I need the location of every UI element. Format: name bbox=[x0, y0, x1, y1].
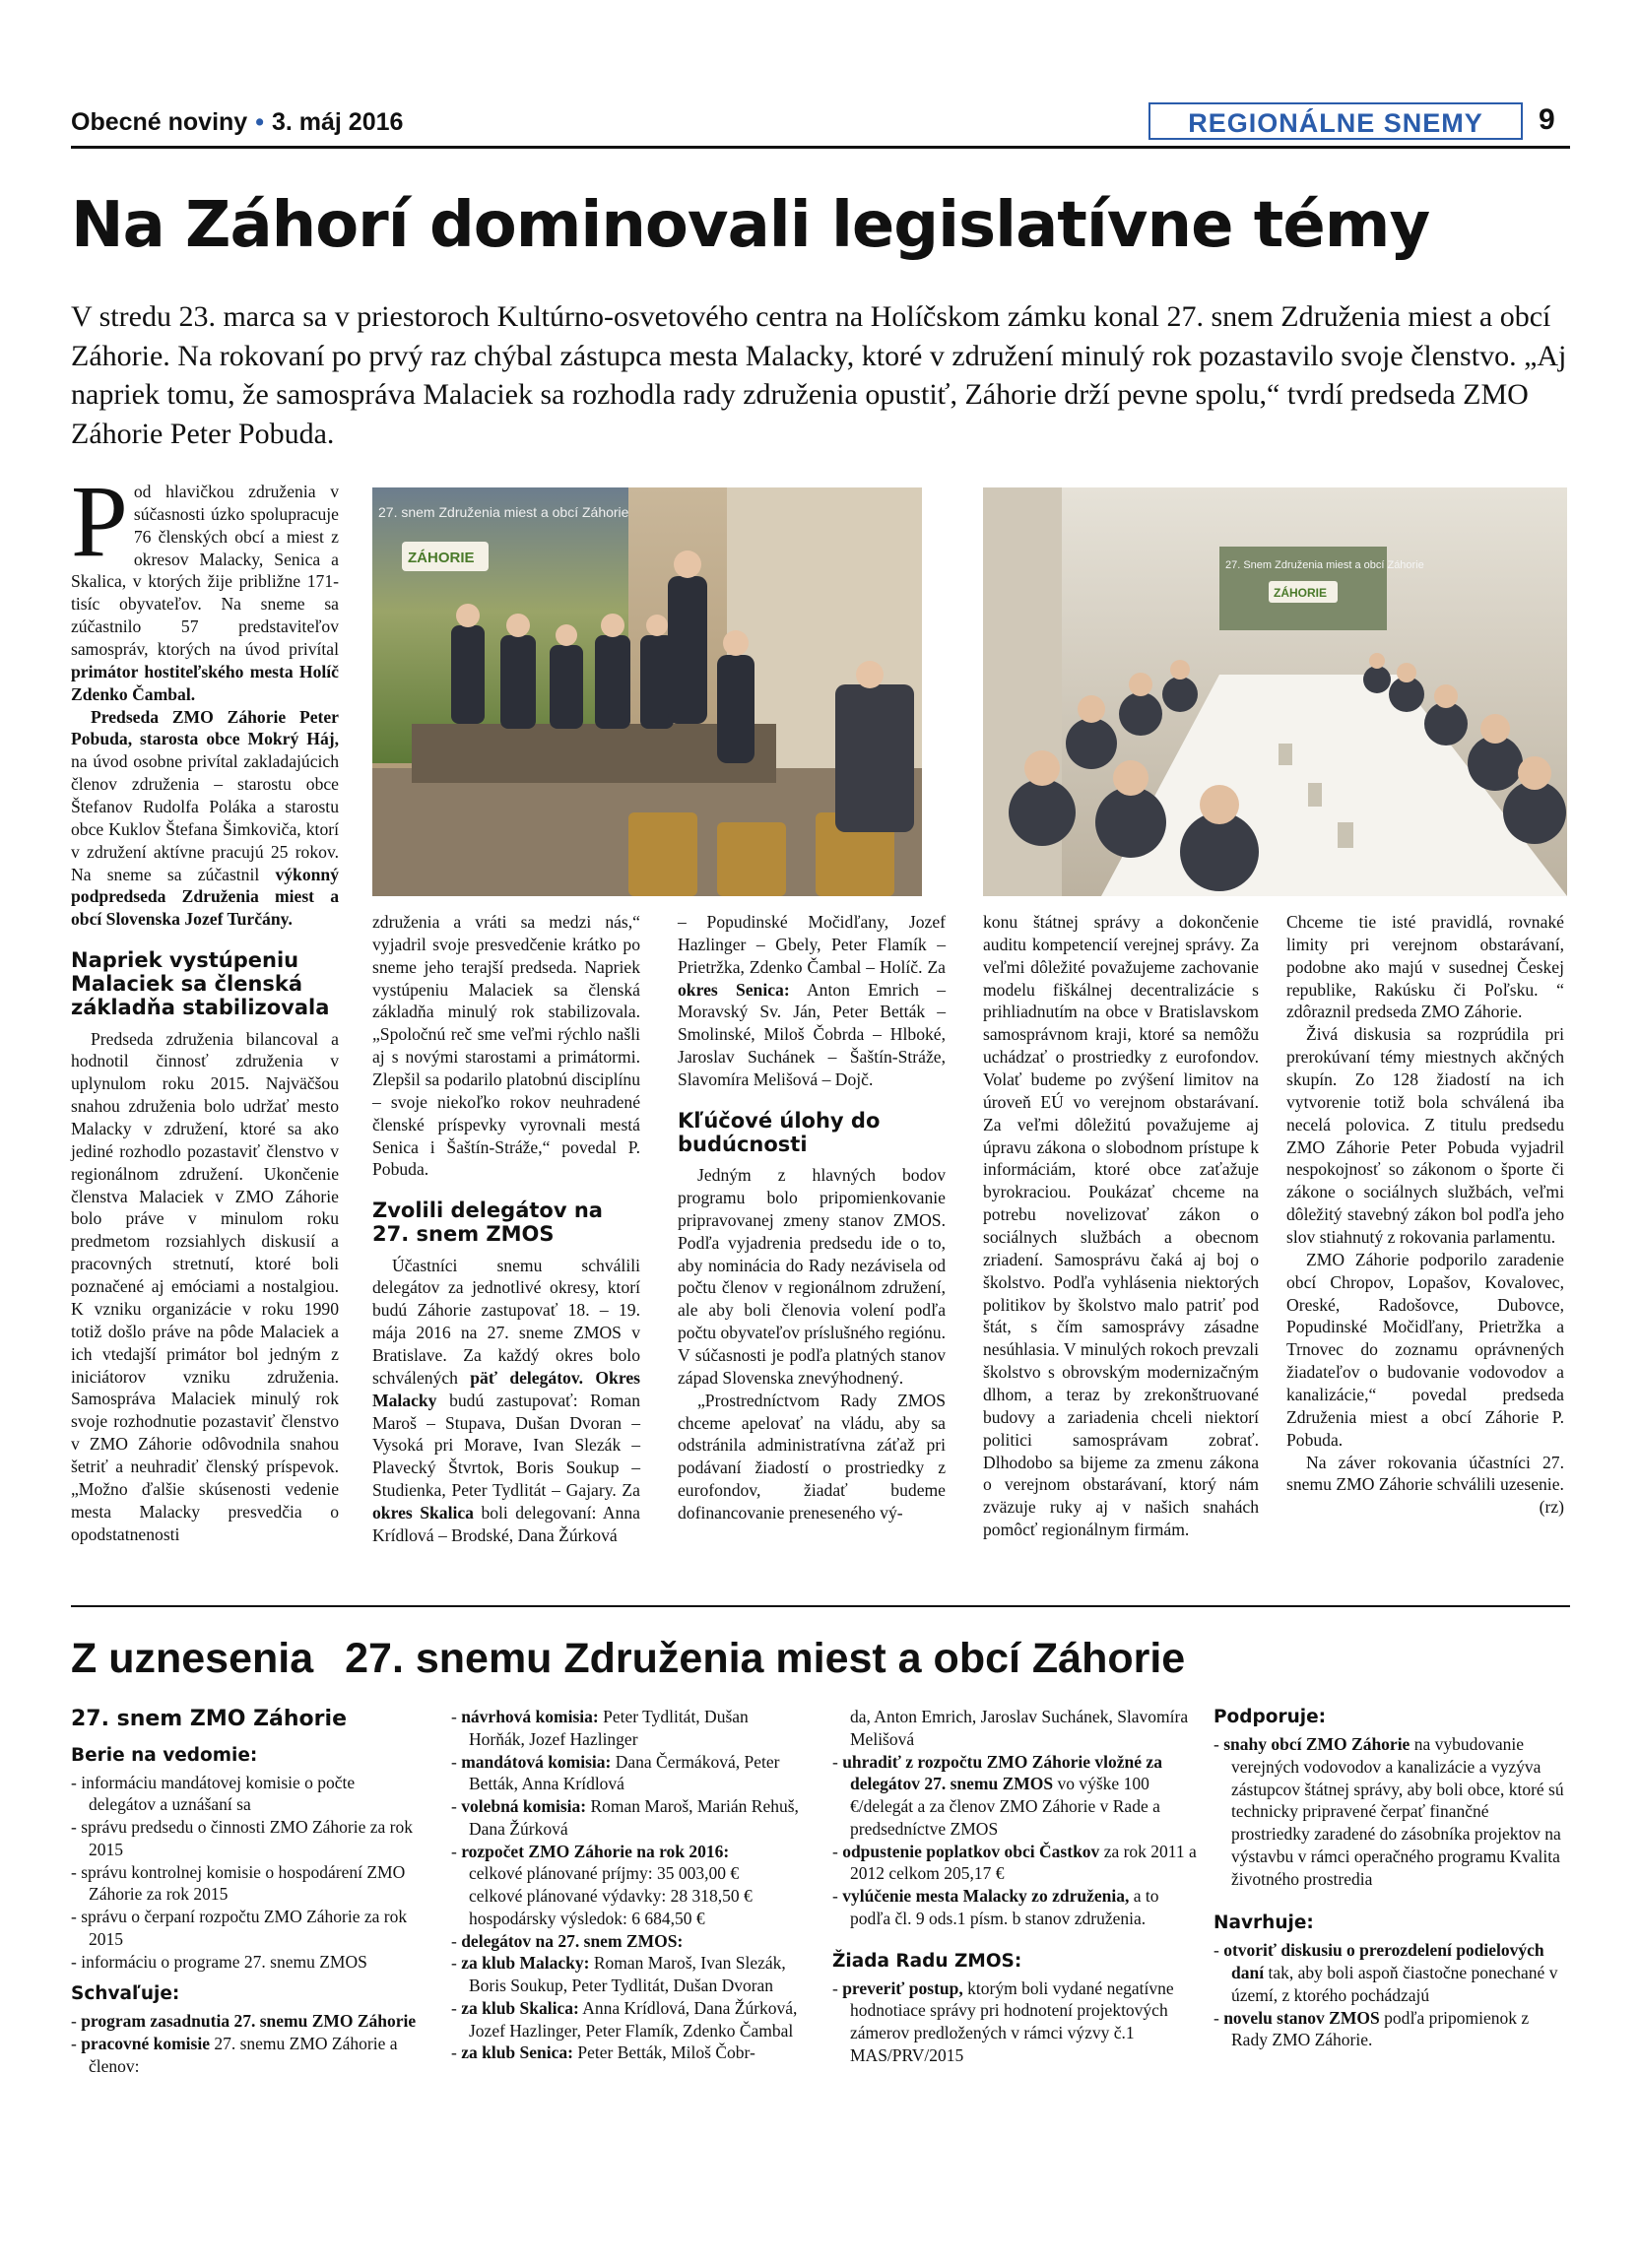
list-item: - za klub Senica: Peter Betták, Miloš Čobr- bbox=[451, 2042, 755, 2063]
article-column-5 bbox=[1286, 911, 1564, 1519]
ziada-list bbox=[832, 1977, 1197, 2067]
budget-line: hospodársky výsledok: 6 684,50 € bbox=[469, 1908, 705, 1928]
article-headline: Na Záhorí dominovali legislatívne témy bbox=[71, 189, 1430, 262]
resolution-column-2 bbox=[451, 1706, 806, 2064]
article-lead: V stredu 23. marca sa v priestoroch Kultúrno-osvetového centra na Holíčskom zámku konal 27. snem Združenia miest a obcí Záhorie. Na rokovaní po prvý raz chýbal zástupca mesta Malacky, ktoré v združení minulý rok pozastavilo svoje členstvo. „Aj napriek tomu, že samospráva Malaciek sa rozhodla rady združenia opustiť, Záhorie drží pevne spolu,“ tvrdí predseda ZMO Záhorie Peter Pobuda. bbox=[71, 300, 1567, 450]
paragraph: „Prostredníctvom Rady ZMOS chceme apelovať na vládu, aby sa odstránila administratívna záťaž pri podávaní žiadostí o prostriedky z eurofondov, žiadať budeme dofinancovanie preneseného vý- bbox=[678, 1390, 946, 1523]
list-item: - volebná komisia: Roman Maroš, Marián Rehuš, Dana Žúrková bbox=[451, 1796, 799, 1839]
article-column-3 bbox=[678, 911, 946, 1524]
resolution-column-1 bbox=[71, 1706, 426, 2078]
resolution-subtitle: 27. snem ZMO Záhorie bbox=[71, 1707, 347, 1731]
drop-cap: P bbox=[71, 465, 128, 578]
banner-logo: ZÁHORIE bbox=[408, 550, 475, 566]
paragraph: Predseda ZMO Záhorie Peter Pobuda, starosta obce Mokrý Háj, na úvod osobne privítal zakladajúcich členov združenia – starostu obce Štefanov Rudolfa Poláka a starostu obce Kuklov Štefana Šimkoviča, ktorí v združení aktívne pracujú 25 rokov. Na sneme sa zúčastnil výkonný podpredseda Združenia miest a obcí Slovenska Jozef Turčány. bbox=[71, 706, 339, 930]
budget-line: celkové plánované príjmy: 35 003,00 € bbox=[469, 1863, 740, 1884]
list-item: - vylúčenie mesta Malacky zo združenia, a to podľa čl. 9 ods.1 písm. b stanov združenia. bbox=[832, 1886, 1159, 1928]
author-signature: (rz) bbox=[1539, 1497, 1564, 1518]
subheading: Napriek vystúpeniu Malaciek sa členská základňa stabilizovala bbox=[71, 948, 330, 1020]
resolution-column-3 bbox=[832, 1706, 1197, 2067]
article-column-1 bbox=[71, 465, 339, 1545]
list-item: - preveriť postup, ktorým boli vydané negatívne hodnotiace správy pri hodnotení projektových zámerov predložených v rámci výzvy č.1 MAS/PRV/2015 bbox=[832, 1977, 1174, 2065]
section-divider bbox=[71, 1605, 1570, 1607]
paragraph: konu štátnej správy a dokončenie auditu kompetencií verejnej správy. Za veľmi dôležité považujeme zachovanie modelu fiškálnej decentralizácie s prihliadnutím na obce v Bratislavskom samosprávnom kraji, ktoré sa nemôžu uchádzať o prostriedky z eurofondov. Volať budeme po zvýšení limitov na úroveň EÚ vo verejnom obstarávaní. Za veľmi dôležitú považujeme aj úpravu zákona o slobodnom prístupe k informáciám, ktoré obce zaťažuje byrokraciou. Poukázať chceme na potrebu novelizovať zákon o sociálnych službách a obecnom zriadení. Samosprávu čaká aj boj o školstvo. Podľa vyhlásenia niektorých politikov by školstvo malo patriť pod štát, s čím samosprávy zásadne nesúhlasia. V minulých rokoch prevzali školstvo s obrovským modernizačným dlhom, a teraz by zrekonštruované budovy a zariadenia chceli niektorí politici samosprávam zobrať. Dlhodobo sa bijeme za zmenu zákona o verejnom obstarávaní, ktorý nám zväzuje ruky aj v našich snahách pomôcť regionálnym firmám. bbox=[983, 912, 1259, 1540]
header-rule bbox=[71, 146, 1570, 149]
list-item: - informáciu mandátovej komisie o počte delegátov a uznášaní sa bbox=[71, 1772, 356, 1815]
section-label: REGIONÁLNE SNEMY bbox=[1148, 102, 1523, 140]
list-item: - správu predsedu o činnosti ZMO Záhorie za rok 2015 bbox=[71, 1817, 413, 1859]
resolution-title: Z uznesenia 27. snemu Združenia miest a obcí Záhorie bbox=[71, 1635, 1186, 1682]
list-item: - program zasadnutia 27. snemu ZMO Záhorie bbox=[71, 2011, 417, 2032]
list-item: - mandátová komisia: Dana Čermáková, Peter Betták, Anna Krídlová bbox=[451, 1751, 780, 1794]
budget-line: celkové plánované výdavky: 28 318,50 € bbox=[469, 1886, 753, 1906]
navrhuje-heading: Navrhuje: bbox=[1214, 1912, 1314, 1934]
resolution-list bbox=[832, 1706, 1197, 1930]
paragraph: Chceme tie isté pravidlá, rovnaké limity pri verejnom obstarávaní, podobne ako majú v susednej Českej republike, Rakúsku či Poľsku. “ zdôraznil predseda ZMO Záhorie. bbox=[1286, 912, 1564, 1022]
paragraph: Účastníci snemu schválili delegátov za jednotlivé okresy, ktorí budú Záhorie zastupovať 18. – 19. mája 2016 na 27. sneme ZMOS v Bratislave. Za každý okres bolo schválených päť delegátov. Okres Malacky budú zastupovať: Roman Maroš – Stupava, Dušan Dvoran – Vysoká pri Morave, Ivan Slezák – Plavecký Štvrtok, Boris Soukup – Studienka, Peter Tydlitát – Gajary. Za okres Skalica boli delegovaní: Anna Krídlová – Brodské, Dana Žúrková bbox=[372, 1255, 640, 1545]
list-item: - informáciu o programe 27. snemu ZMOS bbox=[71, 1951, 367, 1972]
subheading: Kľúčové úlohy do budúcnosti bbox=[678, 1108, 881, 1157]
ziada-heading: Žiada Radu ZMOS: bbox=[832, 1950, 1022, 1972]
paragraph: združenia a vráti sa medzi nás,“ vyjadril svoje presvedčenie krátko po sneme jeho terajší predseda. Napriek vystúpeniu Malaciek sa členská základňa minulý rok stabilizovala. „Spoločnú reč sme veľmi rýchlo našli aj s novými starostami a primátormi. Zlepšil sa podarilo platobnú disciplínu – svoje niekoľko rokov neuhradené členské príspevky vyrovnali mestá Senica i Šaštín-Stráže,“ povedal P. Pobuda. bbox=[372, 912, 640, 1180]
list-item: - novelu stanov ZMOS podľa pripomienok z Rady ZMO Záhorie. bbox=[1214, 2007, 1530, 2050]
schvaluje-list bbox=[71, 2010, 426, 2077]
article-column-4 bbox=[983, 911, 1259, 1541]
issue-date: 3. máj 2016 bbox=[271, 108, 404, 136]
list-item: - delegátov na 27. snem ZMOS: bbox=[451, 1930, 684, 1951]
list-item: - pracovné komisie 27. snemu ZMO Záhorie a členov: bbox=[71, 2034, 398, 2076]
photo-hall bbox=[983, 487, 1567, 896]
podporuje-heading: Podporuje: bbox=[1214, 1707, 1327, 1727]
list-continuation: da, Anton Emrich, Jaroslav Suchánek, Slavomíra Melišová bbox=[850, 1707, 1189, 1749]
banner-logo: ZÁHORIE bbox=[1274, 586, 1327, 600]
paragraph: ZMO Záhorie podporilo zaradenie obcí Chropov, Lopašov, Kovalovec, Oreské, Radošovce, Dubovce, Popudinské Močidľany, Prietržka a Trnovec do zoznamu oprávnených žiadateľov o budovanie vodovodov a kanalizácie,“ povedal predseda Združenia miest a obcí Záhorie P. Pobuda. bbox=[1286, 1249, 1564, 1450]
page-number: 9 bbox=[1539, 103, 1555, 136]
podporuje-list bbox=[1214, 1733, 1568, 1890]
list-item: - návrhová komisia: Peter Tydlitát, Dušan Horňák, Jozef Hazlinger bbox=[451, 1707, 749, 1749]
photo-podium bbox=[372, 487, 922, 896]
paragraph: Predseda združenia bilancoval a hodnotil činnosť združenia v uplynulom roku 2015. Najväčšou snahou združenia bolo udržať mesto Malacky v združení, ktoré sa ako jediné rozhodlo pozastaviť členstvo v regionálnom združení. Ukončenie členstva Malaciek v ZMO Záhorie bolo práve v minulom roku predmetom rozsiahlych diskusií a pracovných stretnutí, ktoré boli poznačené aj emóciami a nostalgiou. K vzniku organizácie v roku 1990 totiž došlo práve na pôde Malaciek a ich vtedajší primátor bol jedným z iniciátorov vzniku združenia. Samospráva Malaciek minulý rok svoje rozhodnutie pozastaviť členstvo v ZMO Záhorie odôvodnila snahou šetriť a neuhradiť členský príspevok. „Možno ďalšie skúsenosti vedenie mesta Malacky presvedčia o opodstatnenosti bbox=[71, 1028, 339, 1544]
navrhuje-list bbox=[1214, 1939, 1568, 2051]
paragraph: Na záver rokovania účastníci 27. snemu ZMO Záhorie schválili uzesenie. bbox=[1286, 1452, 1564, 1495]
separator-dot: • bbox=[255, 108, 264, 136]
paragraph: Jedným z hlavných bodov programu bolo pripomienkovanie pripravovanej zmeny stanov ZMOS. Podľa vyjadrenia predsedu ide o to, aby nominácia do Rady nezávisela od počtu členov v regionálnom združení, ale aby boli členovia volení podľa počtu obyvateľov príslušného regiónu. V súčasnosti je podľa platných stanov západ Slovenska znevýhodnený. bbox=[678, 1165, 946, 1388]
list-item: - rozpočet ZMO Záhorie na rok 2016: bbox=[451, 1841, 730, 1861]
subheading: Zvolili delegátov na 27. snem ZMOS bbox=[372, 1199, 603, 1247]
list-item: - otvoriť diskusiu o prerozdelení podielových daní tak, aby boli aspoň čiastočne ponechané v území, z ktorého pochádzajú bbox=[1214, 1940, 1558, 2005]
paragraph: Pod hlavičkou združenia v súčasnosti úzko spolupracuje 76 členských obcí a miest z okresov Malacky, Senica a Skalica, v ktorých žije približne 171-tisíc obyvateľov. Na sneme sa zúčastnilo 57 predstaviteľov samospráv, ktorých na úvod privítal primátor hostiteľského mesta Holíč Zdenko Čambal. bbox=[71, 465, 339, 704]
masthead bbox=[71, 108, 403, 137]
berie-heading: Berie na vedomie: bbox=[71, 1744, 258, 1766]
schvaluje-heading: Schvaľuje: bbox=[71, 1983, 180, 2005]
list-item: - snahy obcí ZMO Záhorie na vybudovanie verejných vodovodov a kanalizácie a vyzýva zástupcov štátnej správy, aby boli obce, ktoré sú technicky pripravené čerpať finančné prostriedky zaradené do zásobníka projektov na výstavbu v rámci operačného programu Kvalita životného prostredia bbox=[1214, 1734, 1564, 1889]
resolution-column-4 bbox=[1214, 1706, 1568, 2051]
publication-name: Obecné noviny bbox=[71, 108, 248, 136]
paragraph: – Popudinské Močidľany, Jozef Hazlinger – Gbely, Peter Flamík – Prietržka, Zdenko Čambal – Holíč. Za okres Senica: Anton Emrich – Moravský Sv. Ján, Peter Betták – Smolinské, Miloš Čobrda – Hlboké, Jaroslav Suchánek – Šaštín-Stráže, Slavomíra Melišová – Dojč. bbox=[678, 912, 947, 1090]
banner-text: 27. Snem Združenia miest a obcí Záhorie bbox=[1225, 559, 1424, 571]
article-column-2 bbox=[372, 911, 640, 1547]
list-item: - správu o čerpaní rozpočtu ZMO Záhorie za rok 2015 bbox=[71, 1907, 408, 1949]
list-item: - uhradiť z rozpočtu ZMO Záhorie vložné za delegátov 27. snemu ZMOS vo výške 100 €/delegát a za členov ZMO Záhorie v Rade a predsedníctve ZMOS bbox=[832, 1751, 1162, 1839]
list-item: - za klub Skalica: Anna Krídlová, Dana Žúrková, Jozef Hazlinger, Peter Flamík, Zdenko Čambal bbox=[451, 1997, 798, 2041]
list-item: - správu kontrolnej komisie o hospodárení ZMO Záhorie za rok 2015 bbox=[71, 1861, 406, 1905]
list-item: - za klub Malacky: Roman Maroš, Ivan Slezák, Boris Soukup, Peter Tydlitát, Dušan Dvoran bbox=[451, 1953, 786, 1995]
berie-list bbox=[71, 1772, 426, 1974]
banner-text: 27. snem Združenia miest a obcí Záhorie bbox=[378, 504, 629, 520]
commission-list bbox=[451, 1706, 806, 2064]
paragraph: Živá diskusia sa rozprúdila pri prerokúvaní témy miestnych akčných skupín. Zo 128 žiadostí na ich vytvorenie totiž bola schválená iba necelá polovica. Z titulu predsedu ZMO Záhorie Peter Pobuda vyjadril nespokojnosť so zákonom o športe či zákone o sociálnych službách, veľmi dôležitý stavebný zákon bol podľa jeho slov stiahnutý z rokovania parlamentu. bbox=[1286, 1024, 1564, 1248]
list-item: - odpustenie poplatkov obci Častkov za rok 2011 a 2012 celkom 205,17 € bbox=[832, 1841, 1197, 1884]
